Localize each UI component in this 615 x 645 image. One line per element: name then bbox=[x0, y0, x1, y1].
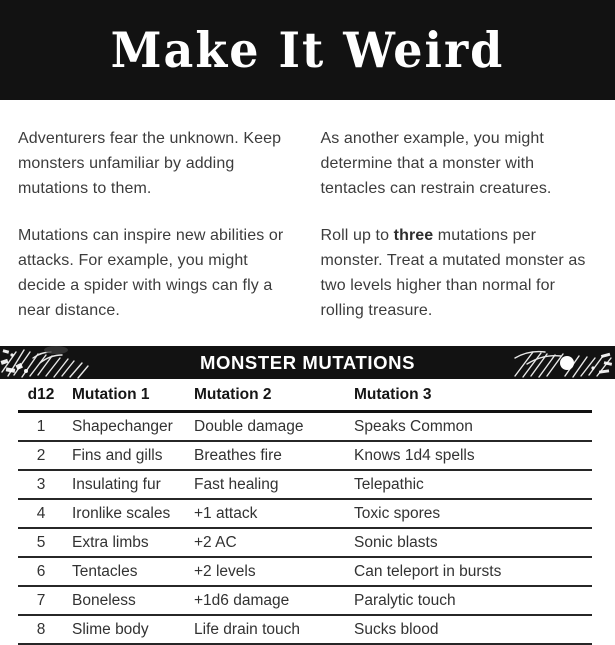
cell-mutation-1: Insulating fur bbox=[72, 475, 161, 493]
column-header-d12: d12 bbox=[27, 386, 55, 403]
cell-mutation-2: +1 attack bbox=[194, 504, 258, 522]
intro-paragraph: As another example, you might determine that a monster with tentacles can restrain creatures. bbox=[320, 130, 552, 197]
cell-d12: 2 bbox=[36, 446, 46, 464]
table-row bbox=[18, 442, 592, 471]
table-row bbox=[18, 471, 592, 500]
table-rows bbox=[18, 413, 592, 645]
cell-mutation-2: Double damage bbox=[194, 417, 304, 435]
cell-mutation-2: Life drain touch bbox=[194, 620, 300, 638]
intro-columns bbox=[0, 100, 615, 345]
cell-mutation-3: Can teleport in bursts bbox=[354, 562, 502, 580]
cell-d12: 8 bbox=[36, 620, 46, 638]
cell-d12: 1 bbox=[36, 417, 46, 435]
monster-mutations-table bbox=[18, 379, 592, 645]
table-row bbox=[18, 529, 592, 558]
intro-paragraph: Adventurers fear the unknown. Keep monsters unfamiliar by adding mutations to them. bbox=[18, 130, 282, 197]
table-row bbox=[18, 616, 592, 645]
intro-paragraph: Mutations can inspire new abilities or attacks. For example, you might decide a spider with wings can fly a near distance. bbox=[18, 227, 284, 319]
cell-mutation-1: Tentacles bbox=[72, 562, 138, 580]
intro-text-segment: mutations per monster. Treat a mutated monster as two levels higher than normal for rolling treasure. bbox=[320, 227, 586, 319]
intro-left-column bbox=[18, 126, 295, 345]
cell-d12: 6 bbox=[36, 562, 46, 580]
cell-mutation-2: Fast healing bbox=[194, 475, 279, 493]
cell-mutation-1: Shapechanger bbox=[72, 417, 173, 435]
column-header-mutation-2: Mutation 2 bbox=[194, 386, 272, 403]
cell-d12: 5 bbox=[36, 533, 46, 551]
cell-mutation-3: Speaks Common bbox=[354, 417, 473, 435]
page-title-banner bbox=[0, 0, 615, 100]
cell-mutation-3: Sucks blood bbox=[354, 620, 439, 638]
cell-mutation-2: +2 levels bbox=[194, 562, 256, 580]
cell-d12: 7 bbox=[36, 591, 46, 609]
cell-mutation-1: Extra limbs bbox=[72, 533, 149, 551]
intro-paragraph bbox=[321, 223, 598, 323]
table-header-row bbox=[18, 379, 592, 413]
cell-mutation-2: Breathes fire bbox=[194, 446, 282, 464]
cell-mutation-3: Knows 1d4 spells bbox=[354, 446, 475, 464]
table-row bbox=[18, 413, 592, 442]
cell-mutation-2: +2 AC bbox=[194, 533, 237, 551]
cell-mutation-1: Slime body bbox=[72, 620, 149, 638]
cell-d12: 4 bbox=[36, 504, 46, 522]
column-header-mutation-3: Mutation 3 bbox=[354, 386, 432, 403]
table-row bbox=[18, 587, 592, 616]
cell-mutation-1: Boneless bbox=[72, 591, 136, 609]
cell-mutation-3: Sonic blasts bbox=[354, 533, 438, 551]
cell-mutation-3: Paralytic touch bbox=[354, 591, 456, 609]
cell-mutation-3: Telepathic bbox=[354, 475, 424, 493]
intro-text-bold: three bbox=[393, 227, 434, 244]
table-row bbox=[18, 558, 592, 587]
cell-mutation-3: Toxic spores bbox=[354, 504, 441, 522]
page-title: Make It Weird bbox=[110, 21, 505, 79]
cell-d12: 3 bbox=[36, 475, 46, 493]
cell-mutation-2: +1d6 damage bbox=[194, 591, 290, 609]
intro-right-column bbox=[321, 126, 598, 345]
table-title: MONSTER MUTATIONS bbox=[199, 351, 416, 373]
moon-dot-icon bbox=[560, 356, 574, 370]
cell-mutation-1: Ironlike scales bbox=[72, 504, 171, 522]
column-header-mutation-1: Mutation 1 bbox=[72, 386, 150, 403]
cell-mutation-1: Fins and gills bbox=[72, 446, 163, 464]
table-title-banner bbox=[0, 346, 615, 379]
intro-text-segment: Roll up to bbox=[320, 227, 394, 244]
ink-splatter-right-icon bbox=[475, 346, 615, 379]
table-row bbox=[18, 500, 592, 529]
ink-splatter-left-icon bbox=[0, 346, 140, 379]
